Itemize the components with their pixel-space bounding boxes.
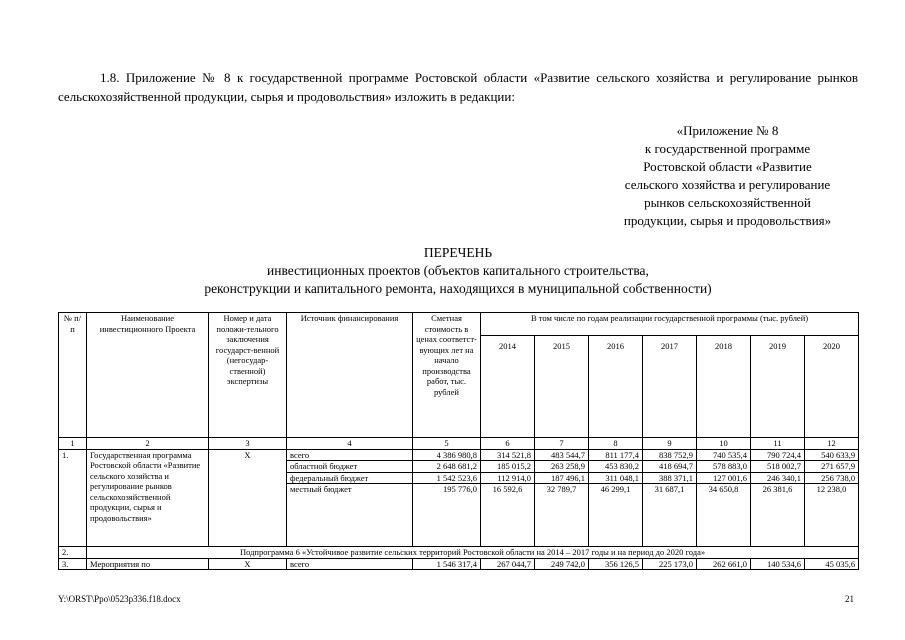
column-number: 11 xyxy=(751,438,805,450)
appendix-reference xyxy=(590,122,865,230)
row-cost: 4 386 980,8 xyxy=(413,449,481,461)
row-source: местный бюджет xyxy=(287,484,413,547)
appendix-line: продукции, сырья и продовольствия» xyxy=(623,213,832,228)
appendix-line: Ростовской области «Развитие xyxy=(643,159,812,174)
row-year-value: 256 738,0 xyxy=(805,472,859,484)
row-year-value: 249 742,0 xyxy=(535,558,589,570)
row-year-value: 518 002,7 xyxy=(751,461,805,473)
appendix-line: к государственной программе xyxy=(644,141,811,156)
row-year-value: 225 173,0 xyxy=(643,558,697,570)
row-num: 1. xyxy=(59,449,87,547)
row-source: федеральный бюджет xyxy=(287,472,413,484)
row-year-value: 314 521,8 xyxy=(481,449,535,461)
heading-line: инвестиционных проектов (объектов капитального строительства, xyxy=(267,263,649,278)
row-name: Государственная программа Ростовской области «Развитие сельского хозяйства и регулирование рынков сельскохозяйственной продукции, сырья и продовольствия» xyxy=(87,449,209,547)
row-year-value: 12 238,0 xyxy=(805,484,859,547)
row-year-value: 112 914,0 xyxy=(481,472,535,484)
row-year-value: 185 015,2 xyxy=(481,461,535,473)
row-year-value: 540 633,9 xyxy=(805,449,859,461)
column-number: 10 xyxy=(697,438,751,450)
header-num: № п/п xyxy=(59,313,87,438)
row-cost: 1 546 317,4 xyxy=(413,558,481,570)
row-year-value: 262 661,0 xyxy=(697,558,751,570)
header-years-group: В том числе по годам реализации государственной программы (тыс. рублей) xyxy=(481,313,859,336)
column-number: 4 xyxy=(287,438,413,450)
column-number: 7 xyxy=(535,438,589,450)
header-name: Наименование инвестиционного Проекта xyxy=(87,313,209,438)
row-year-value: 16 592,6 xyxy=(481,484,535,547)
column-number: 5 xyxy=(413,438,481,450)
column-numbers-row xyxy=(59,438,859,450)
row-year-value: 483 544,7 xyxy=(535,449,589,461)
column-number: 6 xyxy=(481,438,535,450)
row-year-value: 578 883,0 xyxy=(697,461,751,473)
footer-page-number: 21 xyxy=(845,594,854,604)
row-expertise: Х xyxy=(209,558,287,570)
row-year-value: 46 299,1 xyxy=(589,484,643,547)
row-num: 2. xyxy=(59,547,87,559)
column-number: 9 xyxy=(643,438,697,450)
row-year-value: 267 044,7 xyxy=(481,558,535,570)
row-year-value: 790 724,4 xyxy=(751,449,805,461)
appendix-line: «Приложение № 8 xyxy=(676,123,779,138)
header-cost: Сметная стоимость в ценах соответст-вующих лет на начало производства работ, тыс. рублей xyxy=(413,313,481,438)
subprogram-title: Подпрограмма 6 «Устойчивое развитие сельских территорий Ростовской области на 2014 – 2017 годы и на период до 2020 года» xyxy=(87,547,859,559)
row-year-value: 838 752,9 xyxy=(643,449,697,461)
column-number: 12 xyxy=(805,438,859,450)
heading-line: реконструкции и капитального ремонта, находящихся в муниципальной собственности) xyxy=(204,281,712,296)
header-year: 2018 xyxy=(697,336,751,438)
row-year-value: 388 371,1 xyxy=(643,472,697,484)
table-row xyxy=(59,449,859,461)
column-number: 2 xyxy=(87,438,209,450)
table-row xyxy=(59,558,859,570)
row-year-value: 31 687,1 xyxy=(643,484,697,547)
header-year: 2014 xyxy=(481,336,535,438)
header-year: 2020 xyxy=(805,336,859,438)
row-year-value: 140 534,6 xyxy=(751,558,805,570)
row-year-value: 246 340,1 xyxy=(751,472,805,484)
row-year-value: 127 001,6 xyxy=(697,472,751,484)
column-number: 1 xyxy=(59,438,87,450)
row-year-value: 187 496,1 xyxy=(535,472,589,484)
header-year: 2016 xyxy=(589,336,643,438)
row-cost: 1 542 523,6 xyxy=(413,472,481,484)
row-year-value: 263 258,9 xyxy=(535,461,589,473)
header-expertise: Номер и дата положи-тельного заключения государст-венной (негосудар-ственной) экспертизы xyxy=(209,313,287,438)
heading-title: ПЕРЕЧЕНЬ xyxy=(423,245,493,260)
intro-paragraph: 1.8. Приложение № 8 к государственной программе Ростовской области «Развитие сельского хозяйства и регулирование рынков сельскохозяйственной продукции, сырья и продовольствия» изложить в редакции: xyxy=(58,70,858,104)
projects-table xyxy=(58,312,859,570)
header-source: Источник финансирования xyxy=(287,313,413,438)
footer-file-path: Y:\ORST\Ppo\0523p336.f18.docx xyxy=(58,594,181,604)
row-source: всего xyxy=(287,449,413,461)
document-heading xyxy=(58,244,858,298)
row-year-value: 26 381,6 xyxy=(751,484,805,547)
row-name: Мероприятия по xyxy=(87,558,209,570)
header-year: 2017 xyxy=(643,336,697,438)
row-num: 3. xyxy=(59,558,87,570)
row-year-value: 271 657,9 xyxy=(805,461,859,473)
header-year: 2019 xyxy=(751,336,805,438)
appendix-line: рынков сельскохозяйственной xyxy=(644,195,811,210)
row-year-value: 34 650,8 xyxy=(697,484,751,547)
row-year-value: 418 694,7 xyxy=(643,461,697,473)
row-year-value: 356 126,5 xyxy=(589,558,643,570)
column-number: 8 xyxy=(589,438,643,450)
row-expertise: Х xyxy=(209,449,287,547)
row-cost: 2 648 681,2 xyxy=(413,461,481,473)
row-year-value: 811 177,4 xyxy=(589,449,643,461)
appendix-line: сельского хозяйства и регулирование xyxy=(624,177,831,192)
column-number: 3 xyxy=(209,438,287,450)
row-year-value: 740 535,4 xyxy=(697,449,751,461)
header-year: 2015 xyxy=(535,336,589,438)
table-row xyxy=(59,547,859,559)
row-source: областной бюджет xyxy=(287,461,413,473)
row-source: всего xyxy=(287,558,413,570)
table-header-row xyxy=(59,313,859,336)
row-year-value: 32 789,7 xyxy=(535,484,589,547)
row-year-value: 453 830,2 xyxy=(589,461,643,473)
row-year-value: 45 035,6 xyxy=(805,558,859,570)
row-cost: 195 776,0 xyxy=(413,484,481,547)
row-year-value: 311 048,1 xyxy=(589,472,643,484)
